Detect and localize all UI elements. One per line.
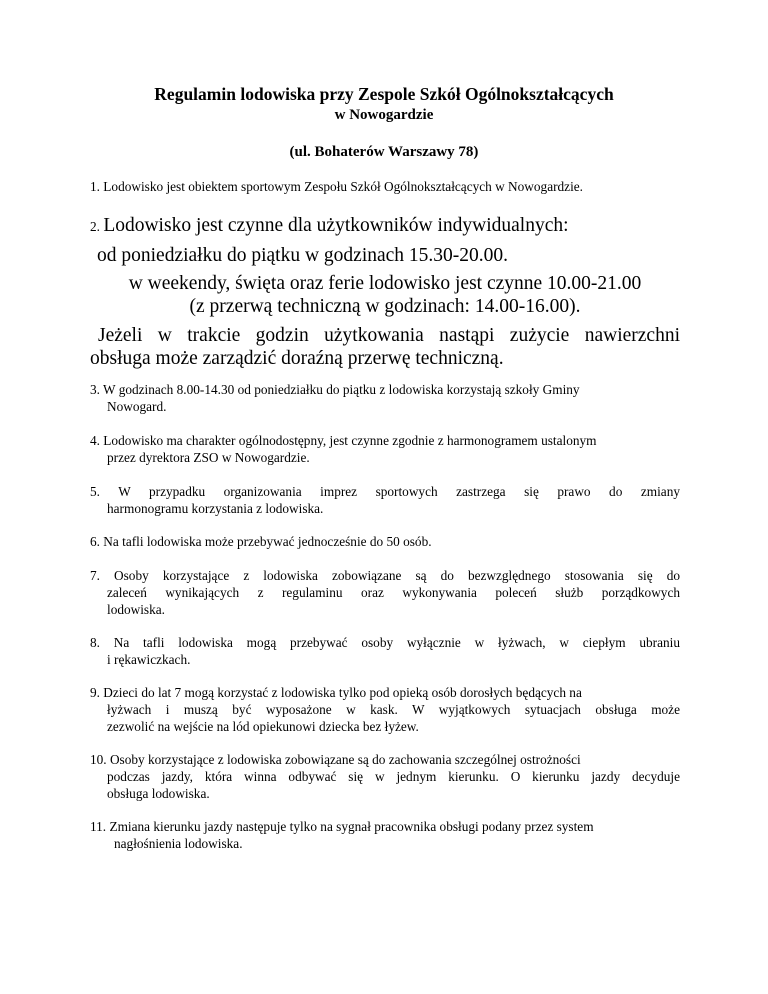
rule-8-line1: 8. Na tafli lodowiska mogą przebywać osoby wyłącznie w łyżwach, w ciepłym ubraniu <box>90 635 680 650</box>
rule-11-line2: nagłośnienia lodowiska. <box>114 836 243 851</box>
rule-4 <box>90 432 680 466</box>
rule-10-line2: podczas jazdy, która winna odbywać się w jednym kierunku. O kierunku jazdy decyduje <box>107 769 680 784</box>
rule-10-line3: obsługa lodowiska. <box>107 786 210 801</box>
rule-8-line2: i rękawiczkach. <box>107 652 191 667</box>
rule-3 <box>90 381 680 415</box>
rule-9-line3: zezwolić na wejście na lód opiekunowi dziecka bez łyżew. <box>107 719 419 734</box>
rule-5-line1: 5. W przypadku organizowania imprez sportowych zastrzega się prawo do zmiany <box>90 484 680 499</box>
rule-4-line2: przez dyrektora ZSO w Nowogardzie. <box>107 450 310 465</box>
rule-2-weekdays: od poniedziałku do piątku w godzinach 15.30-20.00. <box>97 245 509 266</box>
rule-2-text: Lodowisko jest czynne dla użytkowników indywidualnych: <box>103 215 569 236</box>
rule-3-line2: Nowogard. <box>107 399 167 414</box>
rule-2-break: (z przerwą techniczną w godzinach: 14.00-16.00). <box>189 296 581 317</box>
rule-11-line1: 11. Zmiana kierunku jazdy następuje tylko na sygnał pracownika obsługi podany przez system <box>90 819 594 834</box>
document-subtitle: w Nowogardzie <box>334 107 434 123</box>
rule-5 <box>90 483 680 517</box>
rule-2-note-line1: Jeżeli w trakcie godzin użytkowania nastąpi zużycie nawierzchni <box>98 325 680 346</box>
rule-9 <box>90 684 680 735</box>
rule-11 <box>90 818 680 852</box>
rule-7-line2: zaleceń wynikających z regulaminu oraz wykonywania poleceń służb porządkowych <box>107 585 680 600</box>
rule-3-line1: 3. W godzinach 8.00-14.30 od poniedziałku do piątku z lodowiska korzystają szkoły Gminy <box>90 382 580 397</box>
rule-2 <box>90 214 690 237</box>
rule-7-line1: 7. Osoby korzystające z lodowiska zobowiązane są do bezwzględnego stosowania się do <box>90 568 680 583</box>
rule-6: 6. Na tafli lodowiska może przebywać jednocześnie do 50 osób. <box>90 534 432 549</box>
rule-5-line2: harmonogramu korzystania z lodowiska. <box>107 501 324 516</box>
rule-2-note-line2: obsługa może zarządzić doraźną przerwę techniczną. <box>90 348 504 369</box>
rule-9-line1: 9. Dzieci do lat 7 mogą korzystać z lodowiska tylko pod opieką osób dorosłych będących na <box>90 685 582 700</box>
rule-7-line3: lodowiska. <box>107 602 165 617</box>
rule-10-line1: 10. Osoby korzystające z lodowiska zobowiązane są do zachowania szczególnej ostrożności <box>90 752 581 767</box>
document-title: Regulamin lodowiska przy Zespole Szkół Ogólnokształcących <box>154 84 614 104</box>
rule-4-line1: 4. Lodowisko ma charakter ogólnodostępny, jest czynne zgodnie z harmonogramem ustalonym <box>90 433 597 448</box>
rule-8 <box>90 634 680 668</box>
rule-9-line2: łyżwach i muszą być wyposażone w kask. W wyjątkowych sytuacjach obsługa może <box>107 702 680 717</box>
rule-1: 1. Lodowisko jest obiektem sportowym Zespołu Szkół Ogólnokształcących w Nowogardzie. <box>90 179 583 194</box>
rule-2-weekends: w weekendy, święta oraz ferie lodowisko jest czynne 10.00-21.00 <box>128 273 642 294</box>
rule-7 <box>90 567 680 618</box>
rule-2-number: 2. <box>90 219 100 234</box>
document-address: (ul. Bohaterów Warszawy 78) <box>289 144 479 160</box>
rule-10 <box>90 751 680 802</box>
